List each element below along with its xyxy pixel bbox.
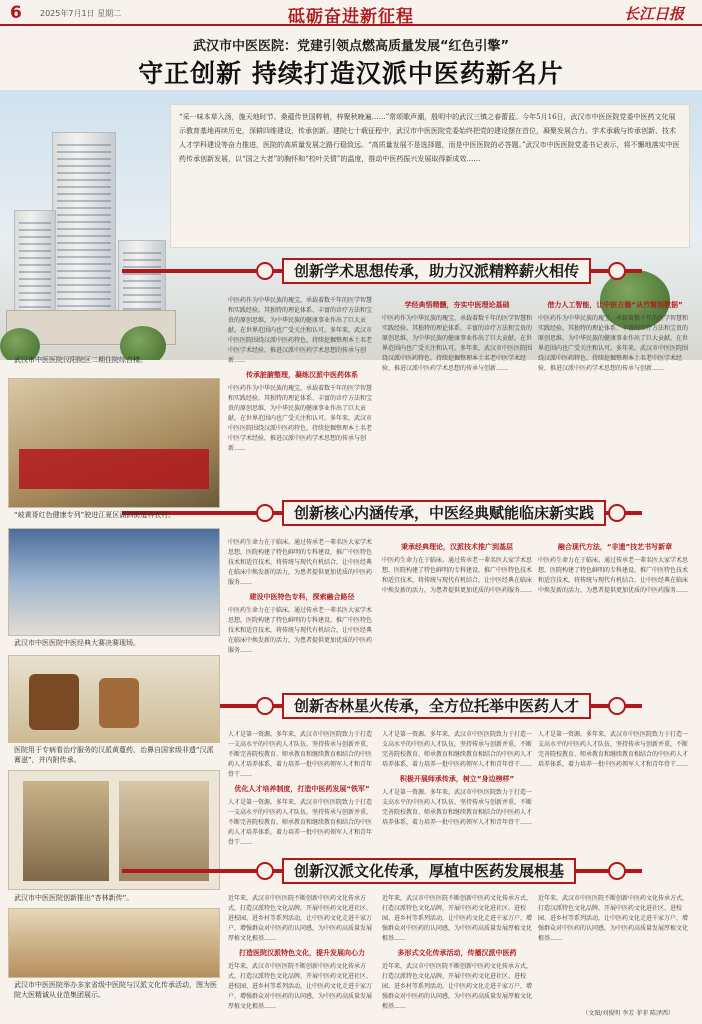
section-2-col-1: 中医药生命力在于临床。通过传承老一辈名医大家学术思想，医院构建了特色鲜明的专科建设，推广中医特色技术和适宜技术，将传统与现代有机结合，让中医经典在临床中焕发新的活力，为患者提供更加优质的中医药服务…… 建设中医特色专科，探索融合路径 中医药生命力在于临床。通过传承老一辈名医大家学术思想，医院构建了特色鲜明的专科建设，推广中医特色技术和适宜技术，将传统与现代有机结合，让中医经典在临床中焕发新的活力，为患者提供更加优质的中医药服务…… (228, 538, 376, 718)
section-4-title: 创新汉派文化传承，厚植中医药发展根基 (282, 858, 576, 884)
photo-herbal-paste (8, 655, 220, 743)
section-1-col-3: 借力人工智能，让中医古籍“从竹简到数据” 中医药作为中华民族的瑰宝，承载着数千年的医学智慧和实践经验。其独特的理论体系、丰富的诊疗方法和宝贵的原创思维，为中华民族的健康事业作出了巨大贡献。在世界范围内也广受关注和认可。多年来，武汉市中医医院围绕汉派中医药特色，持续挖掘整理本土名老中医学术经验，推进汉派中医药学术思想的传承与创新…… (538, 296, 692, 492)
photo-contest-stage (8, 528, 220, 636)
section-2-col-2: 秉承经典理论，汉派技术推广到基层 中医药生命力在于临床。通过传承老一辈名医大家学术思想，医院构建了特色鲜明的专科建设，推广中医特色技术和适宜技术，将传统与现代有机结合，让中医经典在临床中焕发新的活力，为患者提供更加优质的中医药服务…… (382, 543, 532, 594)
paper-name: 长江日报 (623, 5, 684, 23)
section-1-title: 创新学术思想传承，助力汉派精粹薪火相传 (282, 258, 591, 284)
section-4-col-1: 近年来，武汉市中医医院不断创新中医药文化传承方式，打造汉派特色文化品牌，开展中医药文化进社区、进校园、进乡村等系列活动，让中医药文化走进千家万户，增强群众对中医药的认同感，为中医药高质量发展厚植文化根基…… 打造医院汉派特色文化，提升发展向心力 近年来，武汉市中医医院不断创新中医药文化传承方式，打造汉派特色文化品牌，开展中医药文化进社区、进校园、进乡村等系列活动，让中医药文化走进千家万户，增强群众对中医药的认同感，为中医药高质量发展厚植文化根基…… (228, 894, 376, 1012)
section-3-subhead-1: 优化人才培养制度，打造中医药发展“铁军” (234, 785, 370, 793)
hero-caption: 武汉市中医医院汉阳院区二期住院综合楼。 (14, 356, 147, 364)
section-4-subhead-2: 多形式文化传承活动，传播汉派中医药 (397, 949, 517, 957)
section-3-col-1: 人才是第一资源。多年来，武汉市中医医院致力于打造一支高水平的中医药人才队伍，坚持传承与创新并重，不断完善院校教育、师承教育和继续教育相结合的中医药人才培养体系，着力培养一批中医药领军人才和青年骨干…… 优化人才培养制度，打造中医药发展“铁军” 人才是第一资源。多年来，武汉市中医医院致力于打造一支高水平的中医药人才队伍，坚持传承与创新并重，不断完善院校教育、师承教育和继续教育相结合的中医药人才培养体系，着力培养一批中医药领军人才和青年骨干…… (228, 730, 376, 860)
section-4-subhead-1: 打造医院汉派特色文化，提升发展向心力 (239, 949, 365, 957)
photo-culture-event (8, 908, 220, 978)
section-1-col-1: 中医药作为中华民族的瑰宝，承载着数千年的医学智慧和实践经验。其独特的理论体系、丰富的诊疗方法和宝贵的原创思维，为中华民族的健康事业作出了巨大贡献。在世界范围内也广受关注和认可。多年来，武汉市中医医院围绕汉派中医药特色，持续挖掘整理本土名老中医学术经验，推进汉派中医药学术思想的传承与创新…… 传承脏腑整理，凝练汉派中医药体系 中医药作为中华民族的瑰宝，承载着数千年的医学智慧和实践经验。其独特的理论体系、丰富的诊疗方法和宝贵的原创思维，为中华民族的健康事业作出了巨大贡献。在世界范围内也广受关注和认可。多年来，武汉市中医医院围绕汉派中医药特色，持续挖掘整理本土名老中医学术经验，推进汉派中医药学术思想的传承与创新…… (228, 296, 376, 492)
headline: 守正创新 持续打造汉派中医药新名片 (138, 59, 564, 88)
photo-clinic-train (8, 378, 220, 508)
photo-2-caption: 武汉市中医医院中医经典大赛决赛现场。 (14, 639, 140, 647)
photo-1-caption: “岐黄哥红色健康专列”驶进江夏区湖泗街道科农村。 (14, 511, 176, 519)
photo-5-caption: 武汉市中医医院举办多家省级中医院与汉派文化传承活动，图为医院大医精诚从业范集团展示。 (14, 981, 217, 999)
section-2-subhead-3: 融合现代方法，“非遗”技艺书写新章 (557, 543, 673, 551)
section-2-col-3: 融合现代方法，“非遗”技艺书写新章 中医药生命力在于临床。通过传承老一辈名医大家学术思想，医院构建了特色鲜明的专科建设，推广中医特色技术和适宜技术，将传统与现代有机结合，让中医经典在临床中焕发新的活力，为患者提供更加优质的中医药服务…… (538, 538, 692, 718)
page-number: 6 (10, 3, 22, 23)
page-header (0, 0, 702, 26)
section-4-header (0, 855, 702, 889)
section-4-col-3: 近年来，武汉市中医医院不断创新中医药文化传承方式，打造汉派特色文化品牌，开展中医药文化进社区、进校园、进乡村等系列活动，让中医药文化走进千家万户，增强群众对中医药的认同感，为中医药高质量发展厚植文化根基…… (538, 895, 689, 942)
photo-3-caption: 医院用于专病看治疗服务的汉派黄蔓药，治鼻自国家级非遗“汉派膏滋”，并内附传承。 (14, 746, 214, 764)
section-1-subhead-1: 传承脏腑整理，凝练汉派中医药体系 (246, 371, 358, 379)
section-2-subhead-2: 秉承经典理论，汉派技术推广到基层 (401, 543, 513, 551)
section-3-subhead-2: 积极开展师承传承，树立“身边榜样” (399, 775, 515, 783)
issue-date: 2025年7月1日 星期二 (40, 9, 122, 18)
section-1-header (0, 255, 702, 289)
byline: （文图/刘俊明 李芳 菲菲 陈泽西） (582, 1010, 674, 1017)
section-3-title: 创新杏林星火传承，全方位托举中医药人才 (282, 693, 591, 719)
section-2-subhead-1: 建设中医特色专科，探索融合路径 (249, 593, 355, 601)
lead-paragraph: “采一味本草入汤，施天地时节。桑蕴传世国粹梢，梓聚秋晚遍……”常颂歌声潮，殷明中的武汉三镇之春蕾蓝。今年5月16日，武汉市中医医院党委中医药文化展示教育基地再续历史，深耕四维建设，传承创新。建院七十载征程中，武汉市中医医院党委始终把党的建设摆在首位，凝聚发展合力。学术承载与传承创新、技术人才学科建设等奋力推进，医院的高质量发展之路行稳致远。“高质量发展不是选择题，而是中医医院的必答题。”武汉市中医医院党委书记表示，将不懈地落实中医药传承创新发展，以“国之大者”的胸怀和“校叶关情”的温度，推动中医药振兴发展取得新成效…… (170, 104, 690, 248)
section-1-subhead-2: 学经典悟精髓，夯实中医理论基础 (404, 301, 510, 309)
kicker: 武汉市中医医院：党建引领点燃高质量发展“红色引擎” (192, 39, 510, 54)
column-title: 砥砺奋进新征程 (288, 7, 414, 27)
section-3-col-3: 人才是第一资源。多年来，武汉市中医医院致力于打造一支高水平的中医药人才队伍，坚持传承与创新并重，不断完善院校教育、师承教育和继续教育相结合的中医药人才培养体系，着力培养一批中医药领军人才和青年骨干…… (538, 731, 689, 768)
section-4-col-2: 近年来，武汉市中医医院不断创新中医药文化传承方式，打造汉派特色文化品牌，开展中医药文化进社区、进校园、进乡村等系列活动，让中医药文化走进千家万户，增强群众对中医药的认同感，为中医药高质量发展厚植文化根基…… 多形式文化传承活动，传播汉派中医药 近年来，武汉市中医医院不断创新中医药文化传承方式，打造汉派特色文化品牌，开展中医药文化进社区、进校园、进乡村等系列活动，让中医药文化走进千家万户，增强群众对中医药的认同感，为中医药高质量发展厚植文化根基…… (382, 895, 532, 1010)
section-1-subhead-3: 借力人工智能，让中医古籍“从竹简到数据” (547, 301, 683, 309)
section-2-title: 创新核心内涵传承，中医经典赋能临床新实践 (282, 500, 606, 526)
section-1-col-2: 学经典悟精髓，夯实中医理论基础 中医药作为中华民族的瑰宝，承载着数千年的医学智慧和实践经验。其独特的理论体系、丰富的诊疗方法和宝贵的原创思维，为中华民族的健康事业作出了巨大贡献。在世界范围内也广受关注和认可。多年来，武汉市中医医院围绕汉派中医药特色，持续挖掘整理本土名老中医学术经验，推进汉派中医药学术思想的传承与创新…… (382, 301, 532, 372)
photo-4-caption: 武汉市中医医院创新推出“杏林新传”。 (14, 894, 134, 902)
section-3-col-2: 人才是第一资源。多年来，武汉市中医医院致力于打造一支高水平的中医药人才队伍，坚持传承与创新并重，不断完善院校教育、师承教育和继续教育相结合的中医药人才培养体系，着力培养一批中医药领军人才和青年骨干…… 积极开展师承传承，树立“身边榜样” 人才是第一资源。多年来，武汉市中医医院致力于打造一支高水平的中医药人才队伍，坚持传承与创新并重，不断完善院校教育、师承教育和继续教育相结合的中医药人才培养体系，着力培养一批中医药领军人才和青年骨干…… (382, 731, 532, 826)
